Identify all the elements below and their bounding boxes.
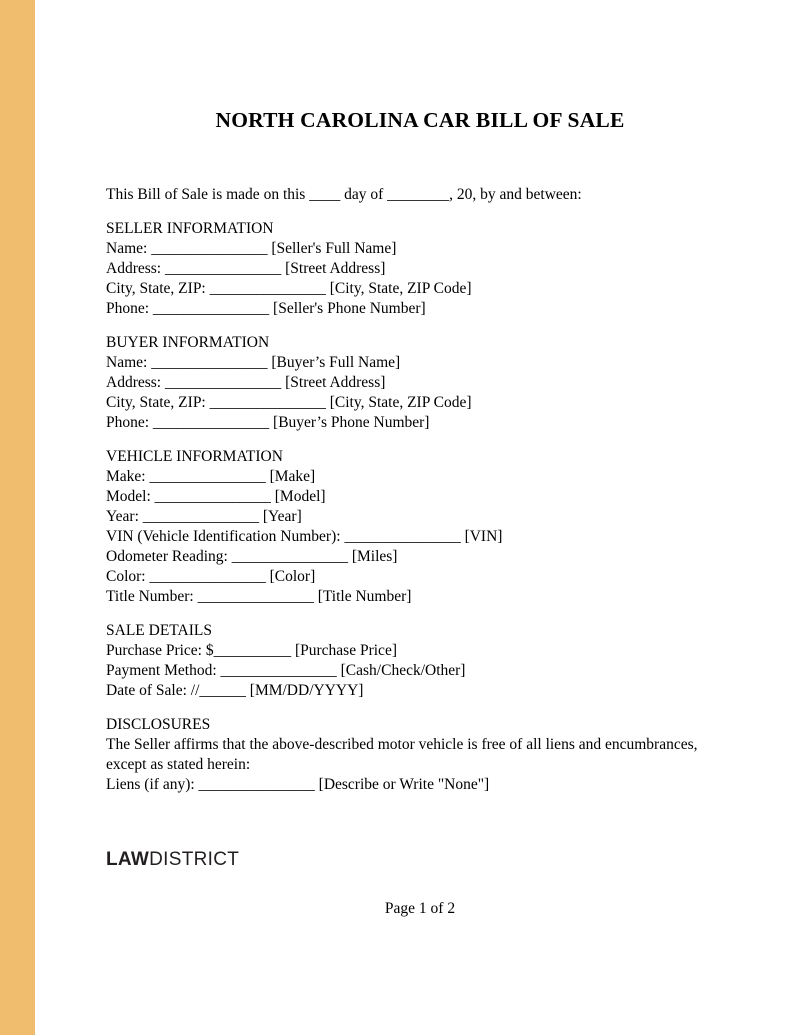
section-disclosures <box>106 715 734 795</box>
seller-section-heading: SELLER INFORMATION <box>106 220 274 237</box>
section-buyer-information <box>106 333 734 433</box>
vehicle-section-heading: VEHICLE INFORMATION <box>106 448 283 465</box>
liens-line: Liens (if any): _______________ [Describe or Write "None"] <box>106 776 490 793</box>
lawdistrict-logo <box>106 850 734 870</box>
vehicle-make-line: Make: _______________ [Make] <box>106 468 316 485</box>
buyer-address-line: Address: _______________ [Street Address] <box>106 374 386 391</box>
date-of-sale-line: Date of Sale: //______ [MM/DD/YYYY] <box>106 682 364 699</box>
seller-phone-line: Phone: _______________ [Seller's Phone Number] <box>106 300 426 317</box>
vehicle-title-number-line: Title Number: _______________ [Title Number] <box>106 588 412 605</box>
vehicle-vin-line: VIN (Vehicle Identification Number): _______________ [VIN] <box>106 528 503 545</box>
section-sale-details <box>106 621 734 701</box>
seller-address-line: Address: _______________ [Street Address] <box>106 260 386 277</box>
vehicle-year-line: Year: _______________ [Year] <box>106 508 302 525</box>
buyer-city-state-zip-line: City, State, ZIP: _______________ [City, State, ZIP Code] <box>106 394 472 411</box>
vehicle-color-line: Color: _______________ [Color] <box>106 568 316 585</box>
section-seller-information <box>106 219 734 319</box>
document-page <box>35 0 800 1035</box>
purchase-price-line: Purchase Price: $__________ [Purchase Price] <box>106 642 397 659</box>
intro-line: This Bill of Sale is made on this ____ day of ________, 20, by and between: <box>106 186 582 203</box>
disclosures-heading: DISCLOSURES <box>106 716 211 733</box>
disclosures-paragraph: The Seller affirms that the above-described motor vehicle is free of all liens and encumbrances, except as stated herein: <box>106 736 702 773</box>
section-vehicle-information <box>106 447 734 607</box>
vehicle-model-line: Model: _______________ [Model] <box>106 488 326 505</box>
seller-name-line: Name: _______________ [Seller's Full Name] <box>106 240 397 257</box>
page-left-band <box>0 0 35 1035</box>
buyer-name-line: Name: _______________ [Buyer’s Full Name] <box>106 354 401 371</box>
buyer-section-heading: BUYER INFORMATION <box>106 334 270 351</box>
logo-district-text: DISTRICT <box>149 849 240 870</box>
seller-city-state-zip-line: City, State, ZIP: _______________ [City, State, ZIP Code] <box>106 280 472 297</box>
payment-method-line: Payment Method: _______________ [Cash/Check/Other] <box>106 662 466 679</box>
buyer-phone-line: Phone: _______________ [Buyer’s Phone Number] <box>106 414 430 431</box>
sale-details-heading: SALE DETAILS <box>106 622 212 639</box>
page-number: Page 1 of 2 <box>384 900 456 917</box>
document-title: NORTH CAROLINA CAR BILL OF SALE <box>215 108 625 132</box>
logo-law-text: LAW <box>106 849 150 870</box>
vehicle-odometer-line: Odometer Reading: _______________ [Miles] <box>106 548 398 565</box>
